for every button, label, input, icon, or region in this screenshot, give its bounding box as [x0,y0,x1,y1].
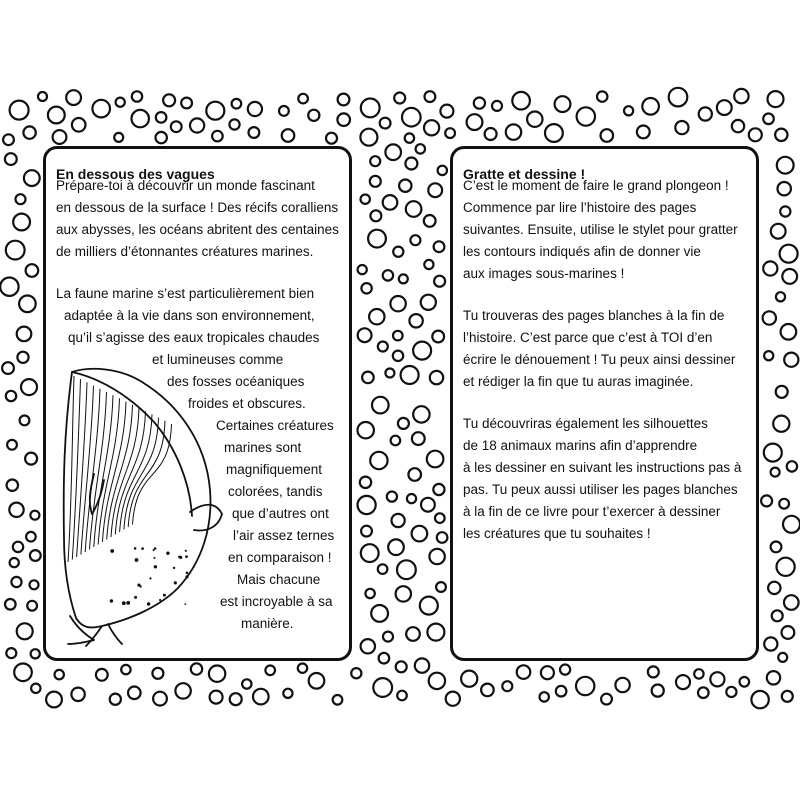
bubble-icon [436,582,446,592]
right-panel-line: aux images sous-marines ! [463,266,625,281]
bubble-icon [412,526,428,542]
bubble-icon [435,513,445,523]
bubble-icon [412,432,425,445]
bubble-icon [153,692,167,706]
bubble-icon [361,195,370,204]
bubble-icon [775,129,787,141]
bubble-icon [784,353,798,367]
bubble-icon [430,371,443,384]
bubble-icon [772,610,783,621]
bubble-icon [326,133,337,144]
left-panel-line: des fosses océaniques [167,374,305,389]
bubble-icon [421,498,435,512]
bubble-icon [624,106,633,115]
bubble-icon [152,668,163,679]
bubble-icon [72,118,86,132]
bubble-icon [191,663,202,674]
bubble-icon [360,477,371,488]
bubble-icon [615,678,629,692]
bubble-icon [48,107,65,124]
left-panel-line: est incroyable à sa [220,594,333,609]
left-panel-title: En dessous des vagues [56,166,215,182]
bubble-icon [413,406,429,422]
bubble-icon [6,241,25,260]
bubble-icon [397,691,407,701]
bubble-icon [175,683,190,698]
bubble-icon [156,112,167,123]
bubble-icon [265,666,275,676]
right-panel-line: à la fin de ce livre pour t’exercer à dessiner [463,504,721,519]
bubble-icon [541,666,554,679]
bubble-icon [397,560,416,579]
bubble-icon [361,544,379,562]
bubble-icon [421,295,436,310]
bubble-icon [778,653,787,662]
bubble-icon [642,98,659,115]
bubble-icon [601,129,614,142]
bubble-icon [512,92,530,110]
bubble-icon [751,691,768,708]
bubble-icon [782,626,795,639]
bubble-icon [383,195,398,210]
bubble-icon [776,292,785,301]
bubble-icon [396,586,411,601]
bubble-icon [370,176,381,187]
bubble-icon [420,597,438,615]
bubble-icon [156,132,167,143]
bubble-icon [338,94,350,106]
bubble-icon [393,247,403,257]
bubble-icon [768,582,780,594]
bubble-icon [424,260,433,269]
bubble-icon [560,665,570,675]
bubble-icon [424,215,436,227]
bubble-icon [393,331,403,341]
bubble-icon [26,264,39,277]
bubble-icon [30,511,39,520]
bubble-icon [371,605,388,622]
bubble-icon [358,496,376,514]
bubble-icon [362,372,374,384]
left-panel-line: l’air assez ternes [233,528,335,543]
bubble-icon [637,125,650,138]
bubble-icon [434,241,445,252]
right-panel-line: Tu découvriras également les silhouettes [463,416,708,431]
bubble-icon [378,342,388,352]
bubble-icon [92,100,110,118]
bubble-icon [783,516,800,533]
bubble-icon [370,210,381,221]
bubble-icon [46,692,62,708]
bubble-icon [110,694,121,705]
bubble-icon [20,416,30,426]
bubble-icon [383,632,393,642]
bubble-icon [787,461,797,471]
left-panel-line: que d’autres ont [232,506,329,521]
bubble-icon [31,684,40,693]
bubble-icon [369,309,384,324]
bubble-icon [24,170,40,186]
bubble-icon [283,689,292,698]
bubble-icon [415,658,429,672]
bubble-icon [370,452,387,469]
bubble-icon [777,558,795,576]
bubble-icon [132,91,142,101]
bubble-icon [38,92,47,101]
bubble-icon [385,144,401,160]
bubble-icon [21,379,37,395]
left-panel-line: manière. [241,616,294,631]
bubble-icon [396,661,407,672]
left-panel-line: magnifiquement [226,462,323,477]
left-panel-line: Certaines créatures [216,418,334,433]
bubble-icon [378,564,388,574]
bubble-icon [230,693,242,705]
bubble-icon [652,685,664,697]
right-panel-line: écrire le dénouement ! Tu peux ainsi dessiner [463,352,736,367]
bubble-icon [360,129,377,146]
bubble-icon [358,422,374,438]
bubble-icon [669,88,688,107]
bubble-icon [461,671,477,687]
bubble-icon [10,558,19,567]
bubble-icon [601,694,612,705]
bubble-icon [777,157,794,174]
bubble-icon [401,366,419,384]
bubble-icon [749,128,762,141]
bubble-icon [391,436,401,446]
left-panel-line: colorées, tandis [228,484,323,499]
bubble-icon [440,105,453,118]
bubble-icon [781,324,797,340]
left-panel-line: adaptée à la vie dans son environnement, [64,308,315,323]
bubble-icon [279,106,289,116]
bubble-icon [337,113,350,126]
bubble-icon [71,688,84,701]
bubble-icon [429,549,444,564]
bubble-icon [676,675,690,689]
whale-icon [50,362,230,647]
bubble-icon [576,677,594,695]
bubble-icon [253,689,269,705]
bubble-icon [556,686,567,697]
bubble-icon [763,261,777,275]
bubble-icon [308,110,319,121]
bubble-icon [446,692,460,706]
right-panel-line: les contours indiqués afin de donner vie [463,244,701,259]
bubble-icon [393,351,403,361]
right-panel-line: Tu trouveras des pages blanches à la fin de [463,308,725,323]
bubble-icon [517,665,531,679]
bubble-icon [424,120,439,135]
bubble-icon [433,484,444,495]
bubble-icon [771,224,786,239]
bubble-icon [116,98,125,107]
right-panel-line: Commence par lire l’histoire des pages [463,200,697,215]
bubble-icon [427,624,444,641]
bubble-icon [365,589,374,598]
bubble-icon [648,666,659,677]
bubble-icon [492,101,502,111]
bubble-icon [388,539,404,555]
bubble-icon [764,351,773,360]
bubble-icon [416,144,425,153]
left-panel-line: en dessous de la surface ! Des récifs coralliens [56,200,339,215]
right-panel-line: et rédiger la fin que tu auras imaginée. [463,374,694,389]
bubble-icon [361,283,371,293]
bubble-icon [409,314,422,327]
bubble-icon [763,311,776,324]
bubble-icon [7,480,18,491]
bubble-icon [732,120,744,132]
bubble-icon [379,653,390,664]
bubble-icon [428,183,442,197]
bubble-icon [502,681,512,691]
bubble-icon [361,99,380,118]
bubble-icon [710,672,724,686]
bubble-icon [764,637,777,650]
bubble-icon [780,245,798,263]
bubble-icon [467,114,483,130]
right-panel-line: les créatures que tu souhaites ! [463,526,651,541]
bubble-icon [406,627,420,641]
bubble-icon [27,601,37,611]
bubble-icon [779,499,789,509]
bubble-icon [506,124,521,139]
bubble-icon [232,99,242,109]
bubble-icon [333,695,343,705]
bubble-icon [6,648,16,658]
bubble-icon [309,673,325,689]
bubble-icon [408,468,421,481]
bubble-icon [405,133,414,142]
bubble-icon [16,194,26,204]
bubble-icon [699,107,712,120]
bubble-icon [675,121,688,134]
bubble-icon [209,666,225,682]
bubble-icon [555,96,571,112]
bubble-icon [734,89,748,103]
bubble-icon [407,494,416,503]
bubble-icon [385,369,394,378]
bubble-icon [445,128,455,138]
bubble-icon [13,542,23,552]
bubble-icon [780,206,790,216]
bubble-icon [726,687,736,697]
bubble-icon [767,671,780,684]
right-panel-line: C’est le moment de faire le grand plongeon ! [463,178,729,193]
bubble-icon [298,664,307,673]
bubble-icon [6,391,16,401]
bubble-icon [776,386,788,398]
bubble-icon [425,91,436,102]
bubble-icon [399,180,411,192]
bubble-icon [361,526,372,537]
bubble-icon [398,418,409,429]
bubble-icon [190,118,204,132]
bubble-icon [717,100,732,115]
bubble-icon [540,692,549,701]
bubble-icon [13,214,30,231]
bubble-icon [5,153,17,165]
bubble-icon [3,134,14,145]
bubble-icon [784,595,799,610]
left-panel-line: qu’il s’agisse des eaux tropicales chaudes [68,330,320,345]
bubble-icon [25,453,37,465]
bubble-icon [372,397,389,414]
bubble-icon [26,532,36,542]
bubble-icon [358,265,367,274]
right-panel-title: Gratte et dessine ! [463,166,586,182]
bubble-icon [17,327,32,342]
right-panel-line: à les dessiner en suivant les instructions pas à [463,460,742,475]
right-panel-line: suivantes. Ensuite, utilise le stylet pour gratter [463,222,738,237]
bubble-icon [361,639,375,653]
bubble-icon [485,128,497,140]
bubble-icon [5,599,16,610]
bubble-icon [740,677,750,687]
bubble-icon [773,416,789,432]
bubble-icon [778,182,791,195]
bubble-icon [30,580,39,589]
bubble-icon [128,687,141,700]
bubble-icon [427,451,444,468]
bubble-icon [694,669,703,678]
left-panel-line: Mais chacune [237,572,321,587]
bubble-icon [410,235,420,245]
bubble-icon [577,107,595,125]
bubble-icon [53,130,67,144]
bubble-icon [782,269,797,284]
right-panel-line: pas. Tu peux aussi utiliser les pages blanches [463,482,738,497]
right-panel-line: l’histoire. C’est parce que c’est à TOI d’en [463,330,713,345]
bubble-icon [171,121,182,132]
bubble-icon [10,101,29,120]
bubble-icon [413,342,431,360]
bubble-icon [370,156,380,166]
bubble-icon [764,444,782,462]
bubble-icon [248,102,262,116]
bubble-icon [597,91,607,101]
bubble-icon [387,492,397,502]
bubble-icon [11,577,21,587]
left-panel-line: La faune marine s’est particulièrement bien [56,286,315,301]
bubble-icon [206,102,224,120]
bubble-icon [14,664,32,682]
bubble-icon [351,668,361,678]
left-panel-line: froides et obscures. [188,396,306,411]
bubble-icon [380,118,391,129]
bubble-icon [771,542,782,553]
bubble-icon [298,94,308,104]
bubble-icon [429,673,445,689]
bubble-icon [481,684,494,697]
bubble-icon [392,514,405,527]
bubble-icon [66,90,81,105]
bubble-icon [9,503,23,517]
bubble-icon [405,158,417,170]
bubble-icon [368,230,386,248]
bubble-icon [96,669,108,681]
bubble-icon [358,328,372,342]
bubble-icon [23,126,35,138]
bubble-icon [474,98,485,109]
left-panel-line: marines sont [224,440,302,455]
bubble-icon [432,331,444,343]
bubble-icon [527,112,542,127]
bubble-icon [121,665,130,674]
bubble-icon [181,98,192,109]
bubble-icon [114,133,123,142]
bubble-icon [249,127,260,138]
left-panel-line: et lumineuses comme [152,352,284,367]
bubble-icon [771,468,780,477]
bubble-icon [55,670,64,679]
bubble-icon [242,679,251,688]
bubble-icon [17,623,33,639]
bubble-icon [782,691,793,702]
right-panel-line: de 18 animaux marins afin d’apprendre [463,438,698,453]
bubble-icon [229,119,239,129]
bubble-icon [434,276,445,287]
bubble-icon [282,129,295,142]
left-panel-line: en comparaison ! [228,550,332,565]
left-panel-line: de milliers d’étonnantes créatures marines. [56,244,314,259]
bubble-icon [698,687,709,698]
bubble-icon [394,93,405,104]
bubble-icon [2,362,14,374]
bubble-icon [438,166,447,175]
bubble-icon [30,550,41,561]
bubble-icon [768,91,784,107]
bubble-icon [132,110,149,127]
bubble-icon [31,649,40,658]
bubble-icon [7,440,17,450]
bubble-icon [761,495,772,506]
bubble-icon [437,532,448,543]
bubble-icon [406,201,422,217]
bubble-icon [17,352,28,363]
bubble-icon [210,691,223,704]
bubble-icon [383,270,393,280]
bubble-icon [0,278,18,296]
bubble-icon [19,296,36,313]
left-panel-line: aux abysses, les océans abritent des centaines [56,222,339,237]
bubble-icon [763,114,774,125]
left-panel-line: Prépare-toi à découvrir un monde fascinant [56,178,315,193]
bubble-icon [212,131,223,142]
bubble-icon [399,274,408,283]
bubble-icon [163,94,175,106]
bubble-icon [545,124,563,142]
bubble-icon [402,108,421,127]
bubble-icon [390,296,405,311]
bubble-icon [373,678,392,697]
